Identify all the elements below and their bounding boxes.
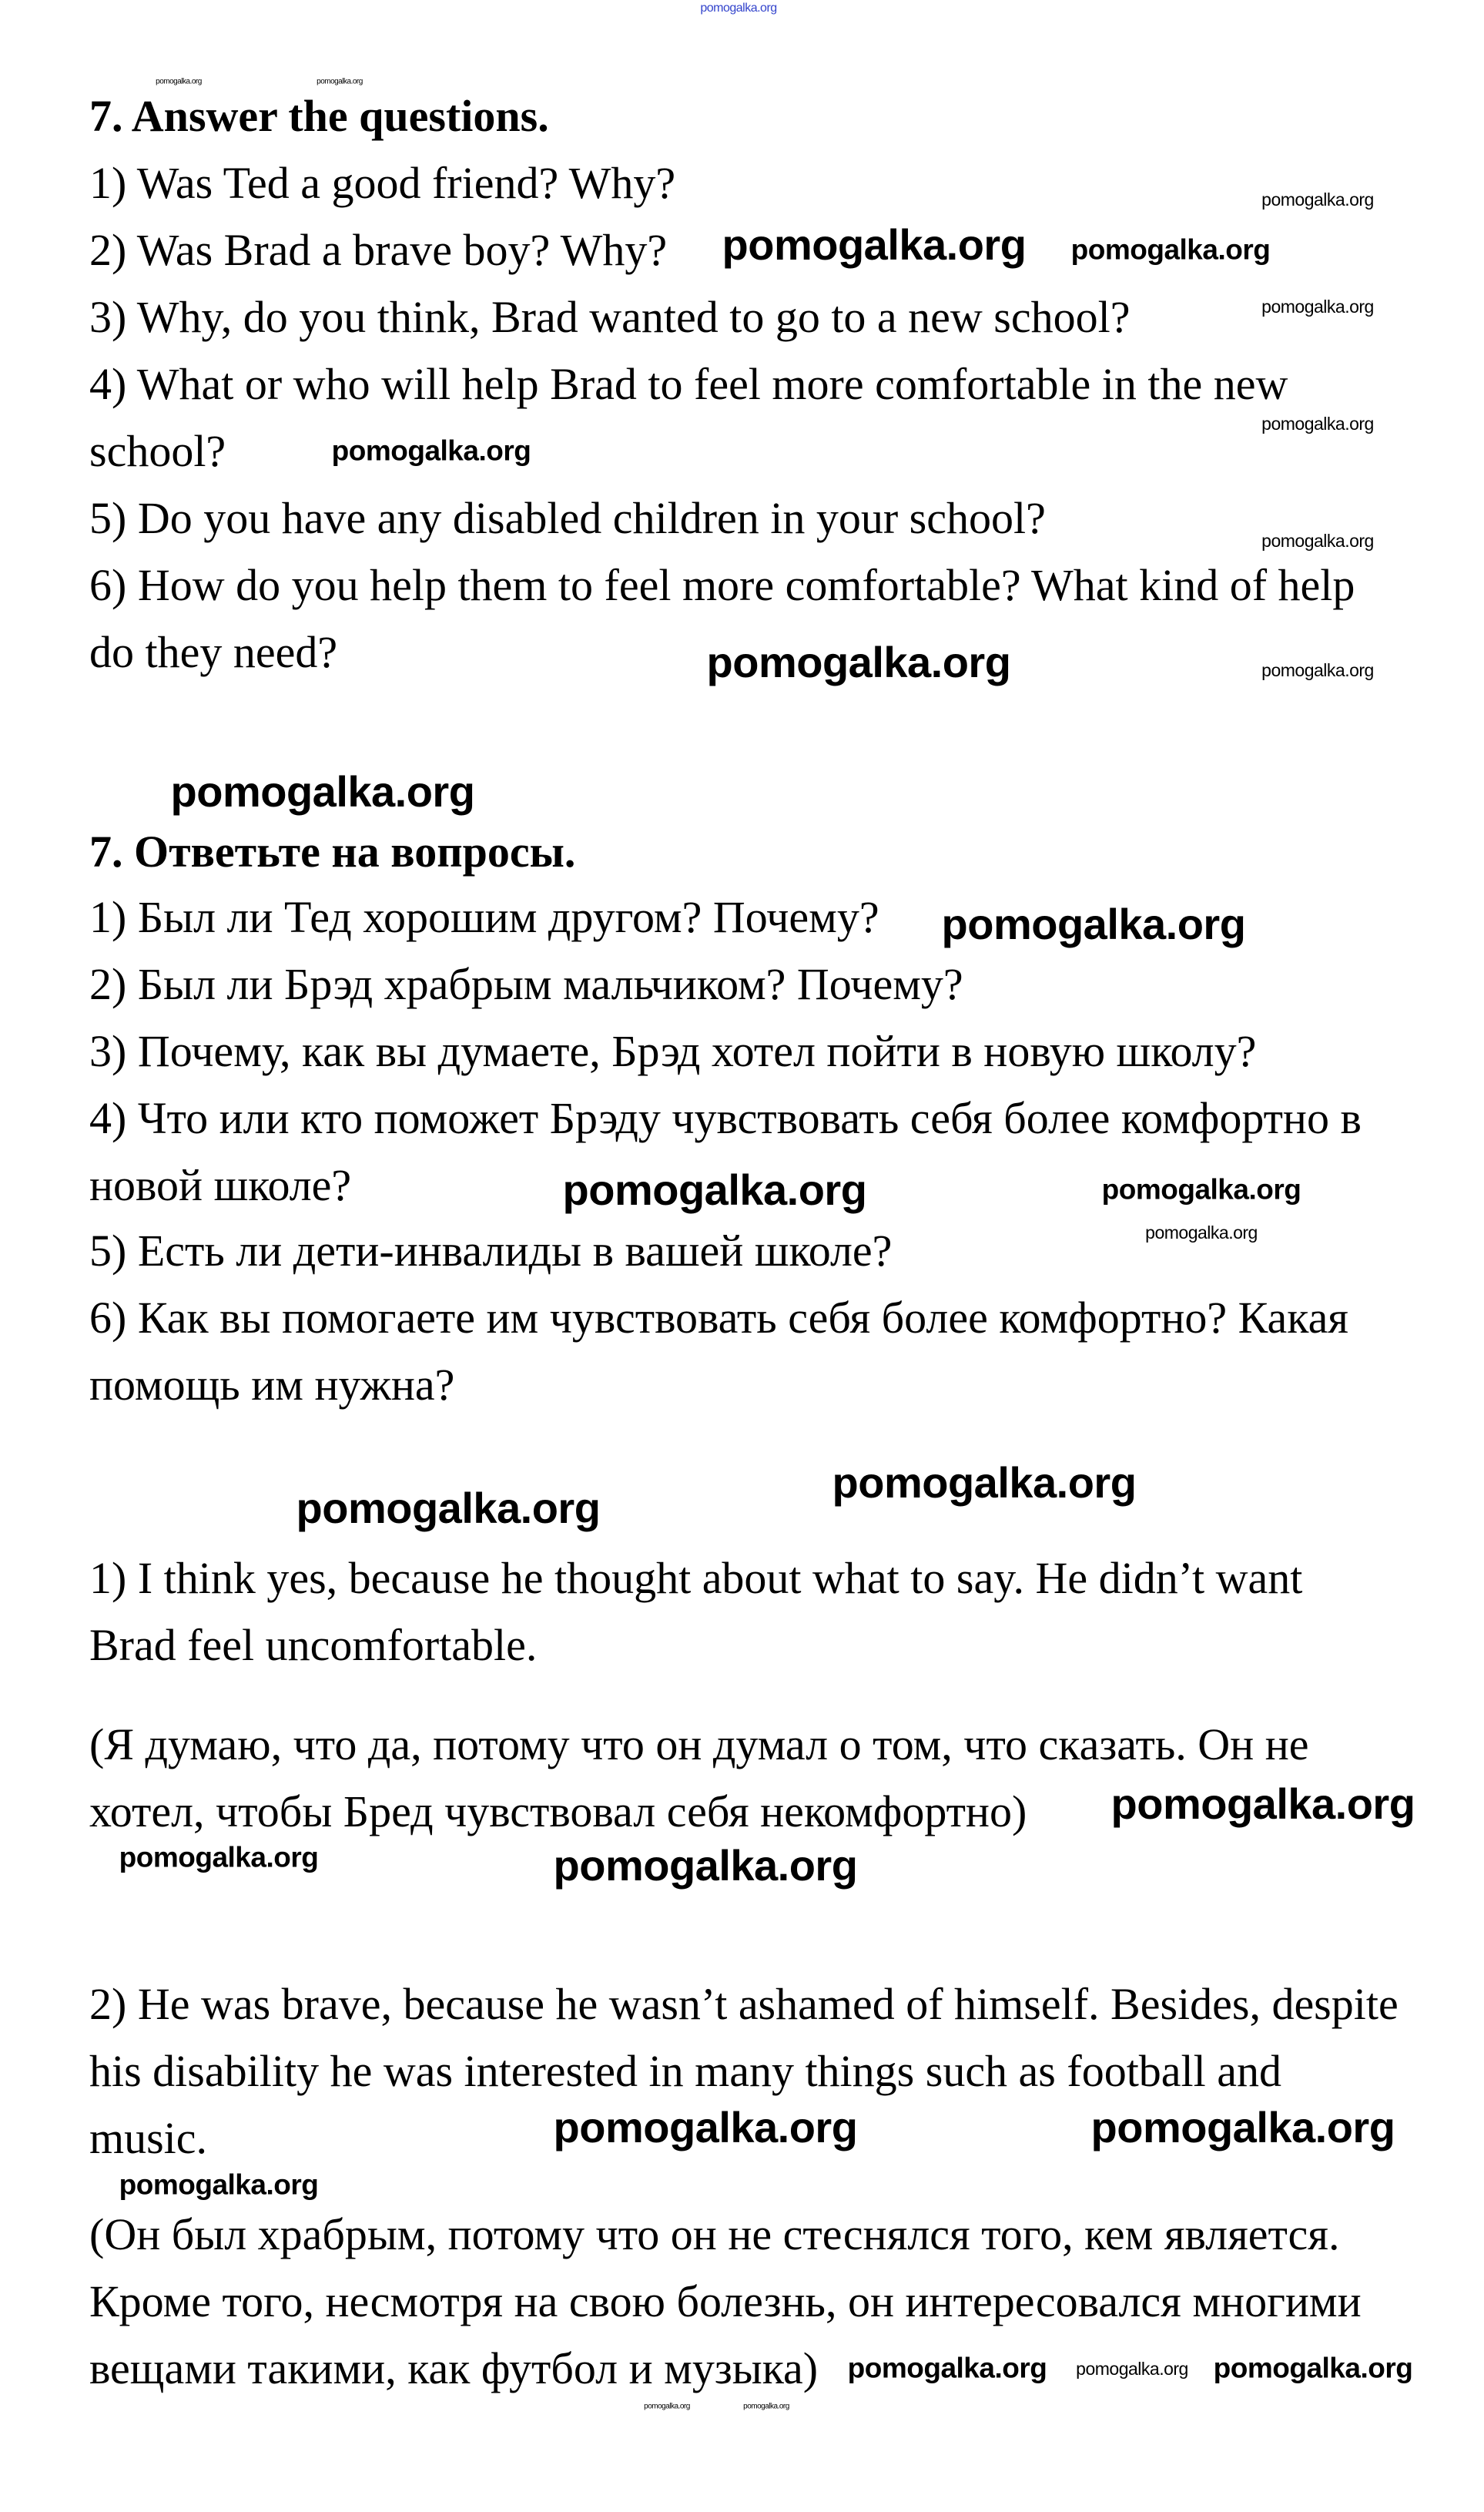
question-line: 1) Был ли Тед хорошим другом? Почему? xyxy=(89,892,879,942)
answer-line: his disability he was interested in many things such as football and xyxy=(89,2046,1282,2096)
question-line: 5) Есть ли дети-инвалиды в вашей школе? xyxy=(89,1226,893,1276)
question-line: 6) Как вы помогаете им чувствовать себя более комфортно? Какая xyxy=(89,1293,1348,1343)
watermark: pomogalka.org xyxy=(941,899,1246,948)
watermark: pomogalka.org xyxy=(1261,659,1374,680)
question-line: помощь им нужна? xyxy=(89,1360,455,1410)
question-line: 2) Was Brad a brave boy? Why? xyxy=(89,225,668,275)
answer-translation-line: вещами такими, как футбол и музыка) xyxy=(89,2343,819,2393)
watermark: pomogalka.org xyxy=(1145,1222,1258,1243)
watermark: pomogalka.org xyxy=(1213,2352,1413,2384)
watermark: pomogalka.org xyxy=(1110,1779,1415,1828)
watermark: pomogalka.org xyxy=(1261,530,1374,551)
watermark: pomogalka.org xyxy=(119,2168,319,2201)
question-line: 4) What or who will help Brad to feel more comfortable in the new xyxy=(89,359,1288,409)
watermark: pomogalka.org xyxy=(1076,2358,1188,2379)
question-line: do they need? xyxy=(89,627,338,677)
question-line: 6) How do you help them to feel more comfortable? What kind of help xyxy=(89,560,1355,610)
question-line: 2) Был ли Брэд храбрым мальчиком? Почему? xyxy=(89,959,963,1009)
watermark: pomogalka.org xyxy=(1090,2102,1395,2151)
watermark: pomogalka.org xyxy=(743,2402,789,2411)
russian-task-title: 7. Ответьте на вопросы. xyxy=(89,827,576,877)
watermark: pomogalka.org xyxy=(562,1165,867,1214)
question-line: 5) Do you have any disabled children in your school? xyxy=(89,493,1046,543)
watermark: pomogalka.org xyxy=(156,77,202,86)
watermark: pomogalka.org xyxy=(847,2352,1047,2384)
watermark: pomogalka.org xyxy=(722,220,1027,269)
watermark: pomogalka.org xyxy=(706,637,1011,686)
question-line: 1) Was Ted a good friend? Why? xyxy=(89,158,676,208)
answer-line: music. xyxy=(89,2113,208,2163)
watermark: pomogalka.org xyxy=(644,2402,690,2411)
watermark: pomogalka.org xyxy=(1101,1173,1301,1206)
question-line: 3) Почему, как вы думаете, Брэд хотел пойти в новую школу? xyxy=(89,1026,1257,1076)
watermark: pomogalka.org xyxy=(553,1840,858,1890)
answer-translation-line: Кроме того, несмотря на свою болезнь, он интересовался многими xyxy=(89,2276,1362,2326)
answer-translation-line: (Он был храбрым, потому что он не стеснялся того, кем является. xyxy=(89,2209,1340,2259)
answer-line: Brad feel uncomfortable. xyxy=(89,1620,538,1670)
watermark: pomogalka.org xyxy=(119,1841,319,1873)
question-line: новой школе? xyxy=(89,1160,352,1210)
watermark: pomogalka.org xyxy=(700,1,777,15)
watermark: pomogalka.org xyxy=(317,77,363,86)
question-line: school? xyxy=(89,426,226,476)
watermark: pomogalka.org xyxy=(1261,296,1374,317)
watermark: pomogalka.org xyxy=(170,766,475,816)
answer-line: 1) I think yes, because he thought about what to say. He didn’t want xyxy=(89,1553,1303,1603)
answer-line: 2) He was brave, because he wasn’t ashamed of himself. Besides, despite xyxy=(89,1979,1399,2029)
watermark: pomogalka.org xyxy=(553,2102,858,2151)
watermark: pomogalka.org xyxy=(832,1457,1137,1507)
watermark: pomogalka.org xyxy=(1261,413,1374,434)
watermark: pomogalka.org xyxy=(296,1483,601,1532)
question-line: 4) Что или кто поможет Брэду чувствовать себя более комфортно в xyxy=(89,1093,1362,1143)
english-task-title: 7. Answer the questions. xyxy=(89,91,549,141)
answer-translation-line: (Я думаю, что да, потому что он думал о том, что сказать. Он не xyxy=(89,1719,1309,1769)
watermark: pomogalka.org xyxy=(1261,189,1374,210)
question-line: 3) Why, do you think, Brad wanted to go to a new school? xyxy=(89,292,1131,342)
watermark: pomogalka.org xyxy=(1070,233,1271,266)
watermark: pomogalka.org xyxy=(331,434,531,467)
answer-translation-line: хотел, чтобы Бред чувствовал себя некомфортно) xyxy=(89,1786,1027,1836)
